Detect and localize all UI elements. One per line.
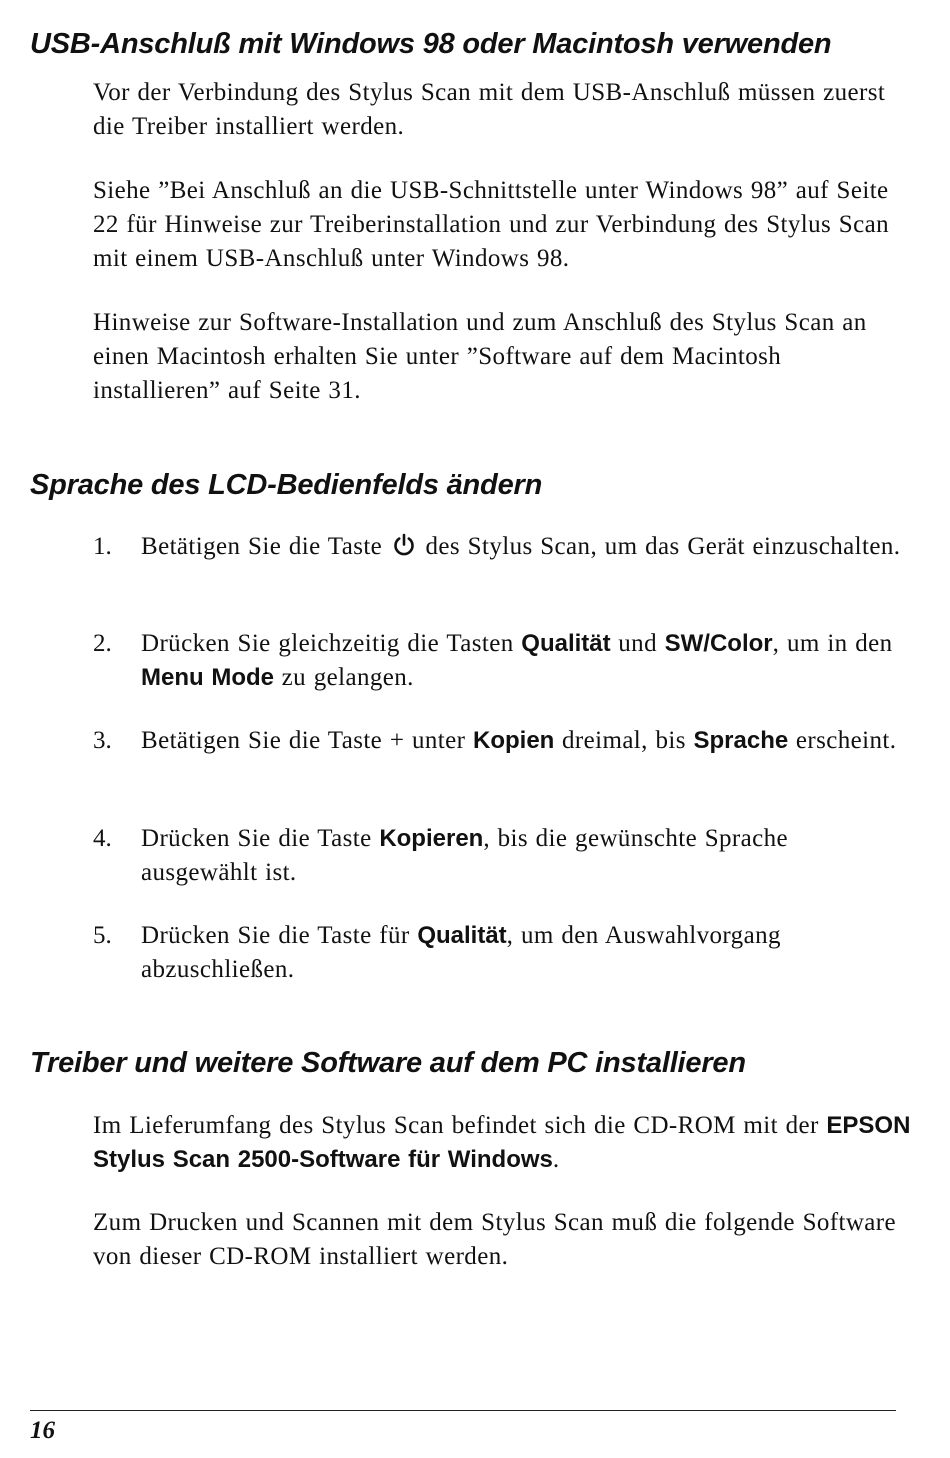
power-icon (392, 533, 416, 557)
paragraph-usb-windows98: Siehe ”Bei Anschluß an die USB-Schnittstelle unter Windows 98” auf Seite 22 für Hinweise zur Treiberinstallation und zur Verbindung des Stylus Scan mit einem USB-Anschluß unter Windows 98. (93, 177, 889, 272)
step-text: Drücken Sie die Taste Kopieren, bis die gewünschte Sprache ausgewählt ist. (141, 825, 789, 886)
key-label-qualitaet: Qualität (521, 630, 611, 657)
paragraph-usb-intro: Vor der Verbindung des Stylus Scan mit dem USB-Anschluß müssen zuerst die Treiber installiert werden. (93, 79, 886, 140)
paragraph-install-software: Zum Drucken und Scannen mit dem Stylus Scan muß die folgende Software von dieser CD-ROM installiert werden. (93, 1209, 897, 1270)
list-item-step-1 (93, 530, 913, 564)
step-text: Drücken Sie gleichzeitig die Tasten Qualität und SW/Color, um in den Menu Mode zu gelangen. (141, 630, 893, 691)
section-heading-lcd-language: Sprache des LCD-Bedienfelds ändern (30, 469, 543, 501)
paragraph-usb-macintosh: Hinweise zur Software-Installation und zum Anschluß des Stylus Scan an einen Macintosh erhalten Sie unter ”Software auf dem Macintosh installieren” auf Seite 31. (93, 309, 867, 404)
key-label-kopieren: Kopieren (379, 825, 484, 852)
key-label-sprache: Sprache (693, 727, 789, 754)
key-label-qualitaet: Qualität (417, 922, 507, 949)
key-label-sw-color: SW/Color (664, 630, 773, 657)
list-item-step-3 (93, 724, 913, 758)
section-heading-usb: USB-Anschluß mit Windows 98 oder Macintosh verwenden (30, 28, 832, 60)
step-number: 1. (93, 533, 112, 560)
step-text: Drücken Sie die Taste für Qualität, um den Auswahlvorgang abzuschließen. (141, 922, 781, 983)
step-number: 2. (93, 630, 112, 657)
page-number: 16 (30, 1417, 55, 1444)
key-label-menu-mode: Menu Mode (141, 664, 274, 691)
step-number: 4. (93, 825, 112, 852)
step-text: Betätigen Sie die Taste des Stylus Scan, um das Gerät einzuschalten. (141, 533, 901, 560)
step-number: 5. (93, 922, 112, 949)
step-text: Betätigen Sie die Taste + unter Kopien dreimal, bis Sprache erscheint. (141, 727, 897, 754)
section-heading-pc-software: Treiber und weitere Software auf dem PC installieren (30, 1047, 746, 1079)
paragraph-cdrom-contents: Im Lieferumfang des Stylus Scan befindet sich die CD-ROM mit der EPSON Stylus Scan 2500-Software für Windows. (93, 1112, 911, 1173)
list-item-step-5 (93, 919, 913, 987)
step-number: 3. (93, 727, 112, 754)
key-label-kopien: Kopien (473, 727, 555, 754)
footer-rule (30, 1410, 896, 1411)
list-item-step-2 (93, 627, 913, 695)
product-name: EPSON Stylus Scan 2500-Software für Windows (93, 1112, 911, 1173)
list-item-step-4 (93, 822, 913, 890)
